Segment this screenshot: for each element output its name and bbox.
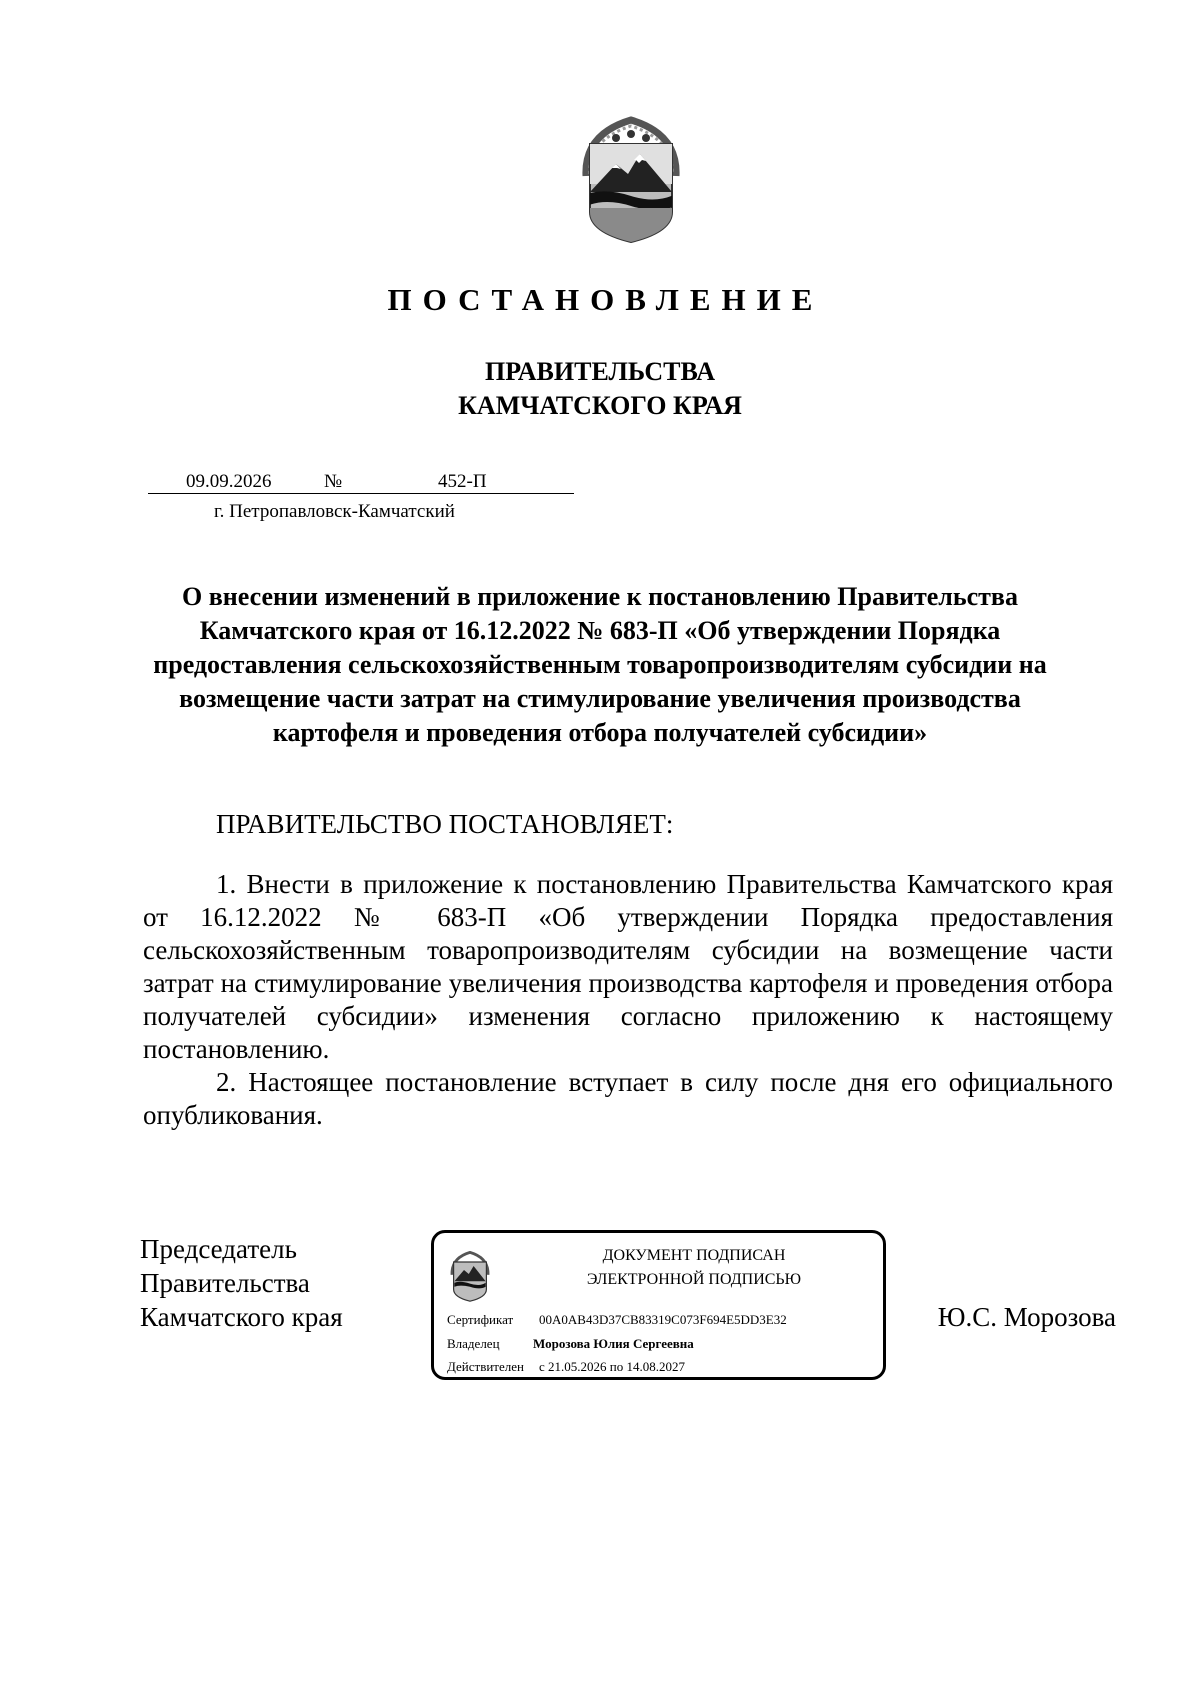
document-type-heading: ПОСТАНОВЛЕНИЕ — [387, 282, 824, 317]
document-number: 452-П — [438, 471, 487, 492]
signatory-name: Ю.С. Морозова — [937, 1302, 1116, 1332]
stamp-validity-label: Действителен — [447, 1359, 524, 1374]
stamp-owner-label: Владелец — [447, 1336, 500, 1351]
stamp-heading-line-1: ДОКУМЕНТ ПОДПИСАН — [602, 1247, 786, 1264]
stamp-owner-value: Морозова Юлия Сергеевна — [533, 1336, 694, 1351]
stamp-owner-row — [447, 1335, 694, 1353]
paragraph-1: 1. Внести в приложение к постановлению Правительства Камчатского края от 16.12.2022 № 683-П «Об утверждении Порядка предоставления сельскохозяйственным товаропроизводителям субсидии на возмещение части затрат на стимулирование увеличения производства картофеля и проведения отбора получателей субсидии» изменения согласно приложению к настоящему постановлению. — [143, 869, 1113, 1064]
document-date: 09.09.2026 — [186, 471, 272, 492]
stamp-certificate-label: Сертификат — [447, 1312, 514, 1327]
signatory-title — [140, 1232, 343, 1334]
document-subject: О внесении изменений в приложение к постановлению Правительства Камчатского края от 16.12.2022 № 683-П «Об утверждении Порядка предоставления сельскохозяйственным товаропроизводителям субсидии на возмещение части затрат на стимулирование увеличения производства картофеля и проведения отбора получателей субсидии» — [153, 582, 1047, 747]
signatory-title-line-1: Председатель — [140, 1234, 297, 1264]
issuer-line-1: ПРАВИТЕЛЬСТВА — [485, 357, 715, 386]
resolution-statement: ПРАВИТЕЛЬСТВО ПОСТАНОВЛЯЕТ: — [216, 809, 674, 839]
issuer-line-2: КАМЧАТСКОГО КРАЯ — [458, 391, 742, 420]
stamp-validity-row — [447, 1358, 685, 1376]
stamp-heading-line-2: ЭЛЕКТРОННОЙ ПОДПИСЬЮ — [586, 1271, 802, 1288]
issue-city: г. Петропавловск-Камчатский — [214, 501, 455, 522]
stamp-certificate-row — [447, 1311, 787, 1329]
paragraph-2: 2. Настоящее постановление вступает в силу после дня его официального опубликования. — [143, 1067, 1113, 1130]
stamp-validity-value: с 21.05.2026 по 14.08.2027 — [539, 1359, 685, 1374]
stamp-certificate-value: 00A0AB43D37CB83319C073F694E5DD3E32 — [539, 1312, 787, 1327]
kamchatka-coat-of-arms-icon — [448, 1245, 492, 1307]
kamchatka-coat-of-arms-icon — [576, 114, 686, 244]
signatory-title-line-2: Правительства — [140, 1268, 310, 1298]
number-sign: № — [324, 471, 343, 492]
date-number-line — [148, 468, 574, 496]
document-body — [143, 868, 1113, 1132]
signatory-title-line-3: Камчатского края — [140, 1302, 343, 1332]
electronic-signature-stamp — [431, 1230, 886, 1380]
